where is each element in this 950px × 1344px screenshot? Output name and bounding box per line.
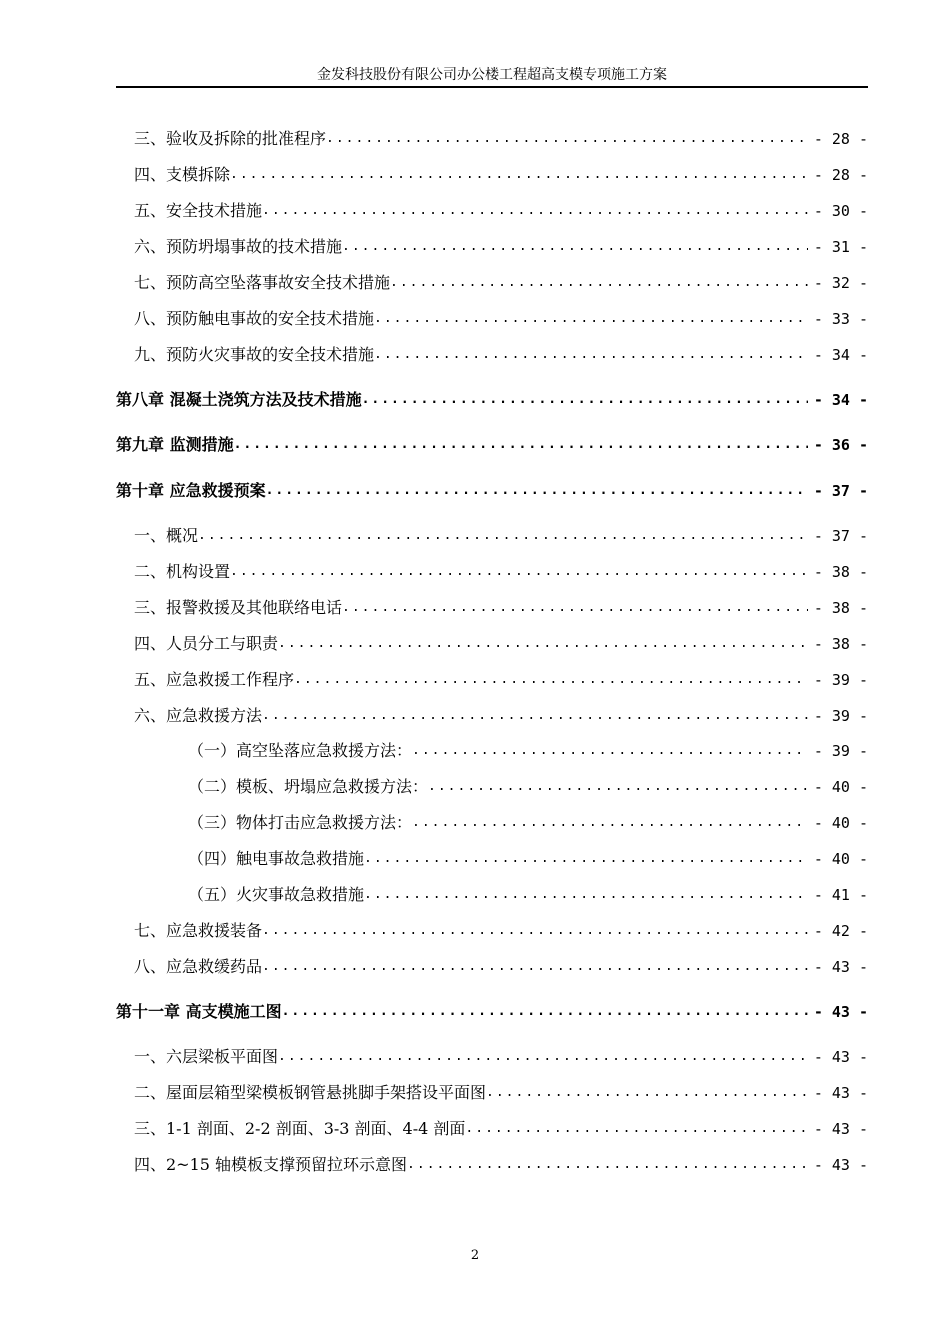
toc-entry-label: 第十章 应急救援预案 bbox=[116, 481, 266, 500]
toc-entry-page: - 43 - bbox=[813, 1156, 868, 1174]
toc-dot-leader bbox=[412, 813, 808, 833]
toc-entry-label: 八、预防触电事故的安全技术措施 bbox=[134, 309, 375, 328]
toc-entry-label: 六、预防坍塌事故的技术措施 bbox=[134, 237, 343, 256]
toc-dot-leader bbox=[407, 1155, 808, 1175]
toc-dot-leader bbox=[374, 309, 808, 329]
toc-dot-leader bbox=[390, 273, 808, 293]
toc-entry-label: 五、应急救援工作程序 bbox=[134, 670, 295, 689]
toc-entry-label: （一）高空坠落应急救援方法： bbox=[188, 741, 413, 760]
toc-entry[interactable] bbox=[0, 666, 950, 690]
toc-entry-label: 七、应急救援装备 bbox=[134, 921, 263, 940]
toc-dot-leader bbox=[326, 129, 808, 149]
toc-entry[interactable] bbox=[0, 341, 950, 365]
toc-entry-page: - 36 - bbox=[813, 436, 868, 454]
toc-entry[interactable] bbox=[0, 233, 950, 257]
toc-entry-label: 一、概况 bbox=[134, 526, 199, 545]
toc-entry-label: 三、1-1 剖面、2-2 剖面、3-3 剖面、4-4 剖面 bbox=[134, 1119, 466, 1138]
toc-entry-page: - 41 - bbox=[813, 886, 868, 904]
toc-entry[interactable] bbox=[0, 305, 950, 329]
toc-entry[interactable] bbox=[0, 702, 950, 726]
toc-entry[interactable] bbox=[0, 953, 950, 977]
page-number: 2 bbox=[470, 1248, 480, 1263]
toc-entry-page: - 40 - bbox=[813, 850, 868, 868]
toc-entry-label: 七、预防高空坠落事故安全技术措施 bbox=[134, 273, 391, 292]
toc-entry-page: - 42 - bbox=[813, 922, 868, 940]
toc-entry-page: - 40 - bbox=[813, 778, 868, 796]
toc-dot-leader bbox=[230, 165, 808, 185]
toc-dot-leader bbox=[342, 598, 808, 618]
toc-chapter-entry[interactable] bbox=[0, 998, 950, 1022]
toc-entry-page: - 43 - bbox=[813, 1120, 868, 1138]
toc-entry-page: - 32 - bbox=[813, 274, 868, 292]
toc-entry-page: - 34 - bbox=[813, 346, 868, 364]
toc-entry-label: 第八章 混凝土浇筑方法及技术措施 bbox=[116, 390, 362, 409]
toc-chapter-entry[interactable] bbox=[0, 477, 950, 501]
toc-entry-page: - 38 - bbox=[813, 563, 868, 581]
toc-dot-leader bbox=[234, 435, 808, 455]
toc-entry-page: - 37 - bbox=[813, 527, 868, 545]
toc-entry-page: - 34 - bbox=[813, 391, 868, 409]
toc-entry-page: - 43 - bbox=[813, 1003, 868, 1021]
toc-entry[interactable] bbox=[0, 558, 950, 582]
toc-entry-label: （五）火灾事故急救措施 bbox=[188, 885, 365, 904]
toc-entry[interactable] bbox=[0, 197, 950, 221]
toc-entry-label: 九、预防火灾事故的安全技术措施 bbox=[134, 345, 375, 364]
toc-entry-label: 第九章 监测措施 bbox=[116, 435, 234, 454]
toc-entry[interactable] bbox=[0, 522, 950, 546]
toc-entry[interactable] bbox=[0, 1151, 950, 1175]
toc-entry-page: - 40 - bbox=[813, 814, 868, 832]
toc-entry-page: - 33 - bbox=[813, 310, 868, 328]
toc-subentry[interactable] bbox=[0, 845, 950, 869]
toc-entry-page: - 28 - bbox=[813, 130, 868, 148]
toc-entry-label: （四）触电事故急救措施 bbox=[188, 849, 365, 868]
toc-subentry[interactable] bbox=[0, 809, 950, 833]
toc-entry-label: 五、安全技术措施 bbox=[134, 201, 263, 220]
toc-entry-page: - 30 - bbox=[813, 202, 868, 220]
toc-subentry[interactable] bbox=[0, 737, 950, 761]
toc-dot-leader bbox=[262, 706, 808, 726]
toc-entry[interactable] bbox=[0, 161, 950, 185]
toc-dot-leader bbox=[282, 1002, 808, 1022]
toc-dot-leader bbox=[364, 885, 808, 905]
toc-entry-page: - 31 - bbox=[813, 238, 868, 256]
toc-entry-page: - 43 - bbox=[813, 1048, 868, 1066]
toc-chapter-entry[interactable] bbox=[0, 386, 950, 410]
toc-entry-page: - 39 - bbox=[813, 707, 868, 725]
toc-dot-leader bbox=[262, 201, 808, 221]
toc-dot-leader bbox=[266, 481, 808, 501]
toc-entry[interactable] bbox=[0, 630, 950, 654]
page-header-title: 金发科技股份有限公司办公楼工程超高支模专项施工方案 bbox=[317, 67, 667, 83]
toc-dot-leader bbox=[198, 526, 808, 546]
toc-dot-leader bbox=[412, 741, 808, 761]
toc-entry[interactable] bbox=[0, 594, 950, 618]
toc-entry-page: - 38 - bbox=[813, 599, 868, 617]
toc-entry-label: （二）模板、坍塌应急救援方法： bbox=[188, 777, 429, 796]
toc-entry[interactable] bbox=[0, 1115, 950, 1139]
toc-dot-leader bbox=[278, 1047, 808, 1067]
toc-entry-label: 一、六层梁板平面图 bbox=[134, 1047, 279, 1066]
toc-dot-leader bbox=[278, 634, 808, 654]
toc-entry-label: 四、2~15 轴模板支撑预留拉环示意图 bbox=[134, 1155, 408, 1174]
toc-subentry[interactable] bbox=[0, 773, 950, 797]
toc-entry-label: 四、支模拆除 bbox=[134, 165, 231, 184]
toc-entry-page: - 37 - bbox=[813, 482, 868, 500]
toc-entry[interactable] bbox=[0, 125, 950, 149]
toc-entry-label: 三、报警救援及其他联络电话 bbox=[134, 598, 343, 617]
toc-entry-page: - 38 - bbox=[813, 635, 868, 653]
toc-entry-label: 二、屋面层箱型梁模板钢管悬挑脚手架搭设平面图 bbox=[134, 1083, 487, 1102]
toc-dot-leader bbox=[428, 777, 808, 797]
toc-dot-leader bbox=[342, 237, 808, 257]
toc-entry[interactable] bbox=[0, 1079, 950, 1103]
toc-dot-leader bbox=[262, 921, 808, 941]
toc-dot-leader bbox=[262, 957, 808, 977]
toc-entry-label: （三）物体打击应急救援方法： bbox=[188, 813, 413, 832]
toc-chapter-entry[interactable] bbox=[0, 431, 950, 455]
toc-entry-page: - 28 - bbox=[813, 166, 868, 184]
toc-dot-leader bbox=[374, 345, 808, 365]
toc-dot-leader bbox=[465, 1119, 807, 1139]
toc-entry[interactable] bbox=[0, 1043, 950, 1067]
toc-dot-leader bbox=[294, 670, 808, 690]
toc-entry-label: 四、人员分工与职责 bbox=[134, 634, 279, 653]
toc-entry-page: - 43 - bbox=[813, 958, 868, 976]
toc-entry-page: - 43 - bbox=[813, 1084, 868, 1102]
toc-dot-leader bbox=[362, 390, 808, 410]
toc-dot-leader bbox=[230, 562, 808, 582]
toc-dot-leader bbox=[486, 1083, 808, 1103]
toc-entry-page: - 39 - bbox=[813, 671, 868, 689]
toc-subentry[interactable] bbox=[0, 881, 950, 905]
toc-entry[interactable] bbox=[0, 269, 950, 293]
toc-entry-label: 六、应急救援方法 bbox=[134, 706, 263, 725]
toc-entry[interactable] bbox=[0, 917, 950, 941]
toc-entry-label: 三、验收及拆除的批准程序 bbox=[134, 129, 327, 148]
toc-entry-label: 第十一章 高支模施工图 bbox=[116, 1002, 282, 1021]
toc-entry-page: - 39 - bbox=[813, 742, 868, 760]
toc-entry-label: 二、机构设置 bbox=[134, 562, 231, 581]
toc-dot-leader bbox=[364, 849, 808, 869]
toc-entry-label: 八、应急救缓药品 bbox=[134, 957, 263, 976]
